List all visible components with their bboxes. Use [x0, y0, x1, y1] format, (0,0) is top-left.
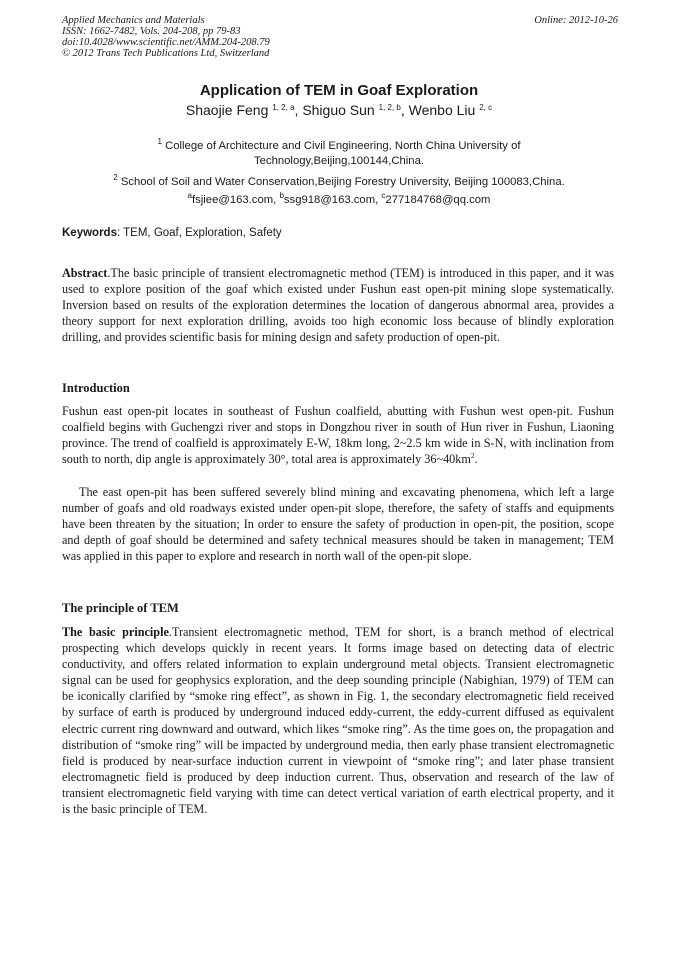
- paragraph-text: Fushun east open-pit locates in southeast of Fushun coalfield, abutting with Fushun west open-pit. Fushun coalfield begins with Guchengzi river and stops in Dongzhou river in south of Hun river in Fushun, Liaoning province. The trend of coalfield is approximately E-W, 18km long, 2~2.5 km wide in S-N, with inclination from south to north, dip angle is approximately 30°, total area is approximately 36~40km: [62, 404, 614, 467]
- email-mark: c: [381, 191, 386, 200]
- email-link[interactable]: ssg918@163.com,: [283, 194, 382, 206]
- issn-line: ISSN: 1662-7482, Vols. 204-208, pp 79-83: [62, 26, 241, 37]
- affiliation-1: [80, 134, 598, 169]
- abstract-text: .The basic principle of transient electromagnetic method (TEM) is introduced in this paper, and it was used to explore position of the goaf which existed under Fushun east open-pit mining slope systematically. Inversion based on results of the exploration determines the location of dangerous abnormal area, provides a theory support for next exploration drilling, avoids too high economic loss because of blindly exploration drilling, and provides scientific basis for mining design and safety production of open-pit.: [62, 266, 614, 345]
- keywords-label: Keywords: [62, 227, 117, 239]
- author-separator: ,: [294, 102, 303, 118]
- principle-label: The basic principle: [62, 625, 169, 639]
- affiliation-2: [80, 170, 598, 190]
- introduction-paragraph-2: The east open-pit has been suffered severely blind mining and excavating phenomena, which left a large number of goafs and old roadways existed under open-pit slope, therefore, the safety of staffs and equipments have been threaten by the situation; In order to ensure the safety of production in open-pit, the position, scope and depth of goaf should be determined and safety technical measures should be taken in management; TEM was applied in this paper to explore and research in north wall of the open-pit slope.: [62, 485, 614, 564]
- journal-header: [62, 15, 618, 59]
- author-affil-mark: 1, 2, b: [378, 103, 401, 112]
- online-date: Online: 2012-10-26: [534, 15, 618, 26]
- introduction-heading: Introduction: [62, 381, 130, 395]
- principle-heading: The principle of TEM: [62, 601, 179, 615]
- author-separator: ,: [400, 102, 409, 118]
- paragraph-end: .: [474, 452, 478, 467]
- principle-paragraph: [62, 624, 614, 817]
- abstract-label: Abstract: [62, 266, 108, 280]
- principle-text: .Transient electromagnetic method, TEM for short, is a branch method of electrical prospecting which develops quickly in recent years. It forms image based on detecting data of electric conductivity, and offers related information to explain underground metal objects. Transient electromagnetic signal can be used for geophysics exploration, and the deep sounding principle (Nabighian, 1979) of TEM can be iconically clarified by “smoke ring effect”, as shown in Fig. 1, the secondary electromagnetic field received by surface of earth is produced by underground induced eddy-current, the eddy-current diffused as equivalent electric current ring downward and outward, which likes “smoke ring”. As the time goes on, the propagation and distribution of “smoke ring” will be impacted by underground media, then early phase transient electromagnetic field is produced by near-surface induction current in viewpoint of “smoke ring”; and later phase transient electromagnetic field is produced by deep induction current. Thus, observation and research of the law of transient electromagnetic field varying with time can detect vertical variation of earth electrical property, and it is the basic principle of TEM.: [62, 625, 615, 817]
- abstract: [62, 265, 614, 345]
- affiliation-mark: 1: [157, 137, 162, 146]
- email-mark: a: [187, 191, 192, 200]
- author-affil-mark: 1, 2, a: [272, 103, 295, 112]
- keywords-text: : TEM, Goaf, Exploration, Safety: [116, 227, 282, 239]
- doi-line: doi:10.4028/www.scientific.net/AMM.204-208.79: [62, 37, 270, 48]
- email-link[interactable]: 277184768@qq.com: [385, 194, 491, 206]
- superscript: 2: [470, 451, 475, 461]
- author-name: Shaojie Feng: [185, 102, 269, 118]
- author-name: Shiguo Sun: [302, 102, 375, 118]
- keywords: [62, 227, 618, 239]
- email-mark: b: [279, 191, 284, 200]
- affiliation-text: College of Architecture and Civil Engineering, North China University of Technology,Beijing,100144,China.: [165, 140, 521, 167]
- paper-title: Application of TEM in Goaf Exploration: [199, 82, 479, 99]
- author-list: [0, 102, 678, 118]
- affiliation-text: School of Soil and Water Conservation,Beijing Forestry University, Beijing 100083,China.: [120, 176, 565, 188]
- affiliation-mark: 2: [113, 173, 118, 182]
- author-affil-mark: 2, c: [479, 103, 493, 112]
- email-link[interactable]: fsjiee@163.com,: [191, 194, 280, 206]
- copyright-line: © 2012 Trans Tech Publications Ltd, Switzerland: [62, 48, 270, 59]
- author-name: Wenbo Liu: [408, 102, 476, 118]
- author-emails: [0, 191, 678, 206]
- journal-name: Applied Mechanics and Materials: [62, 15, 205, 26]
- introduction-paragraph-1: [62, 403, 614, 467]
